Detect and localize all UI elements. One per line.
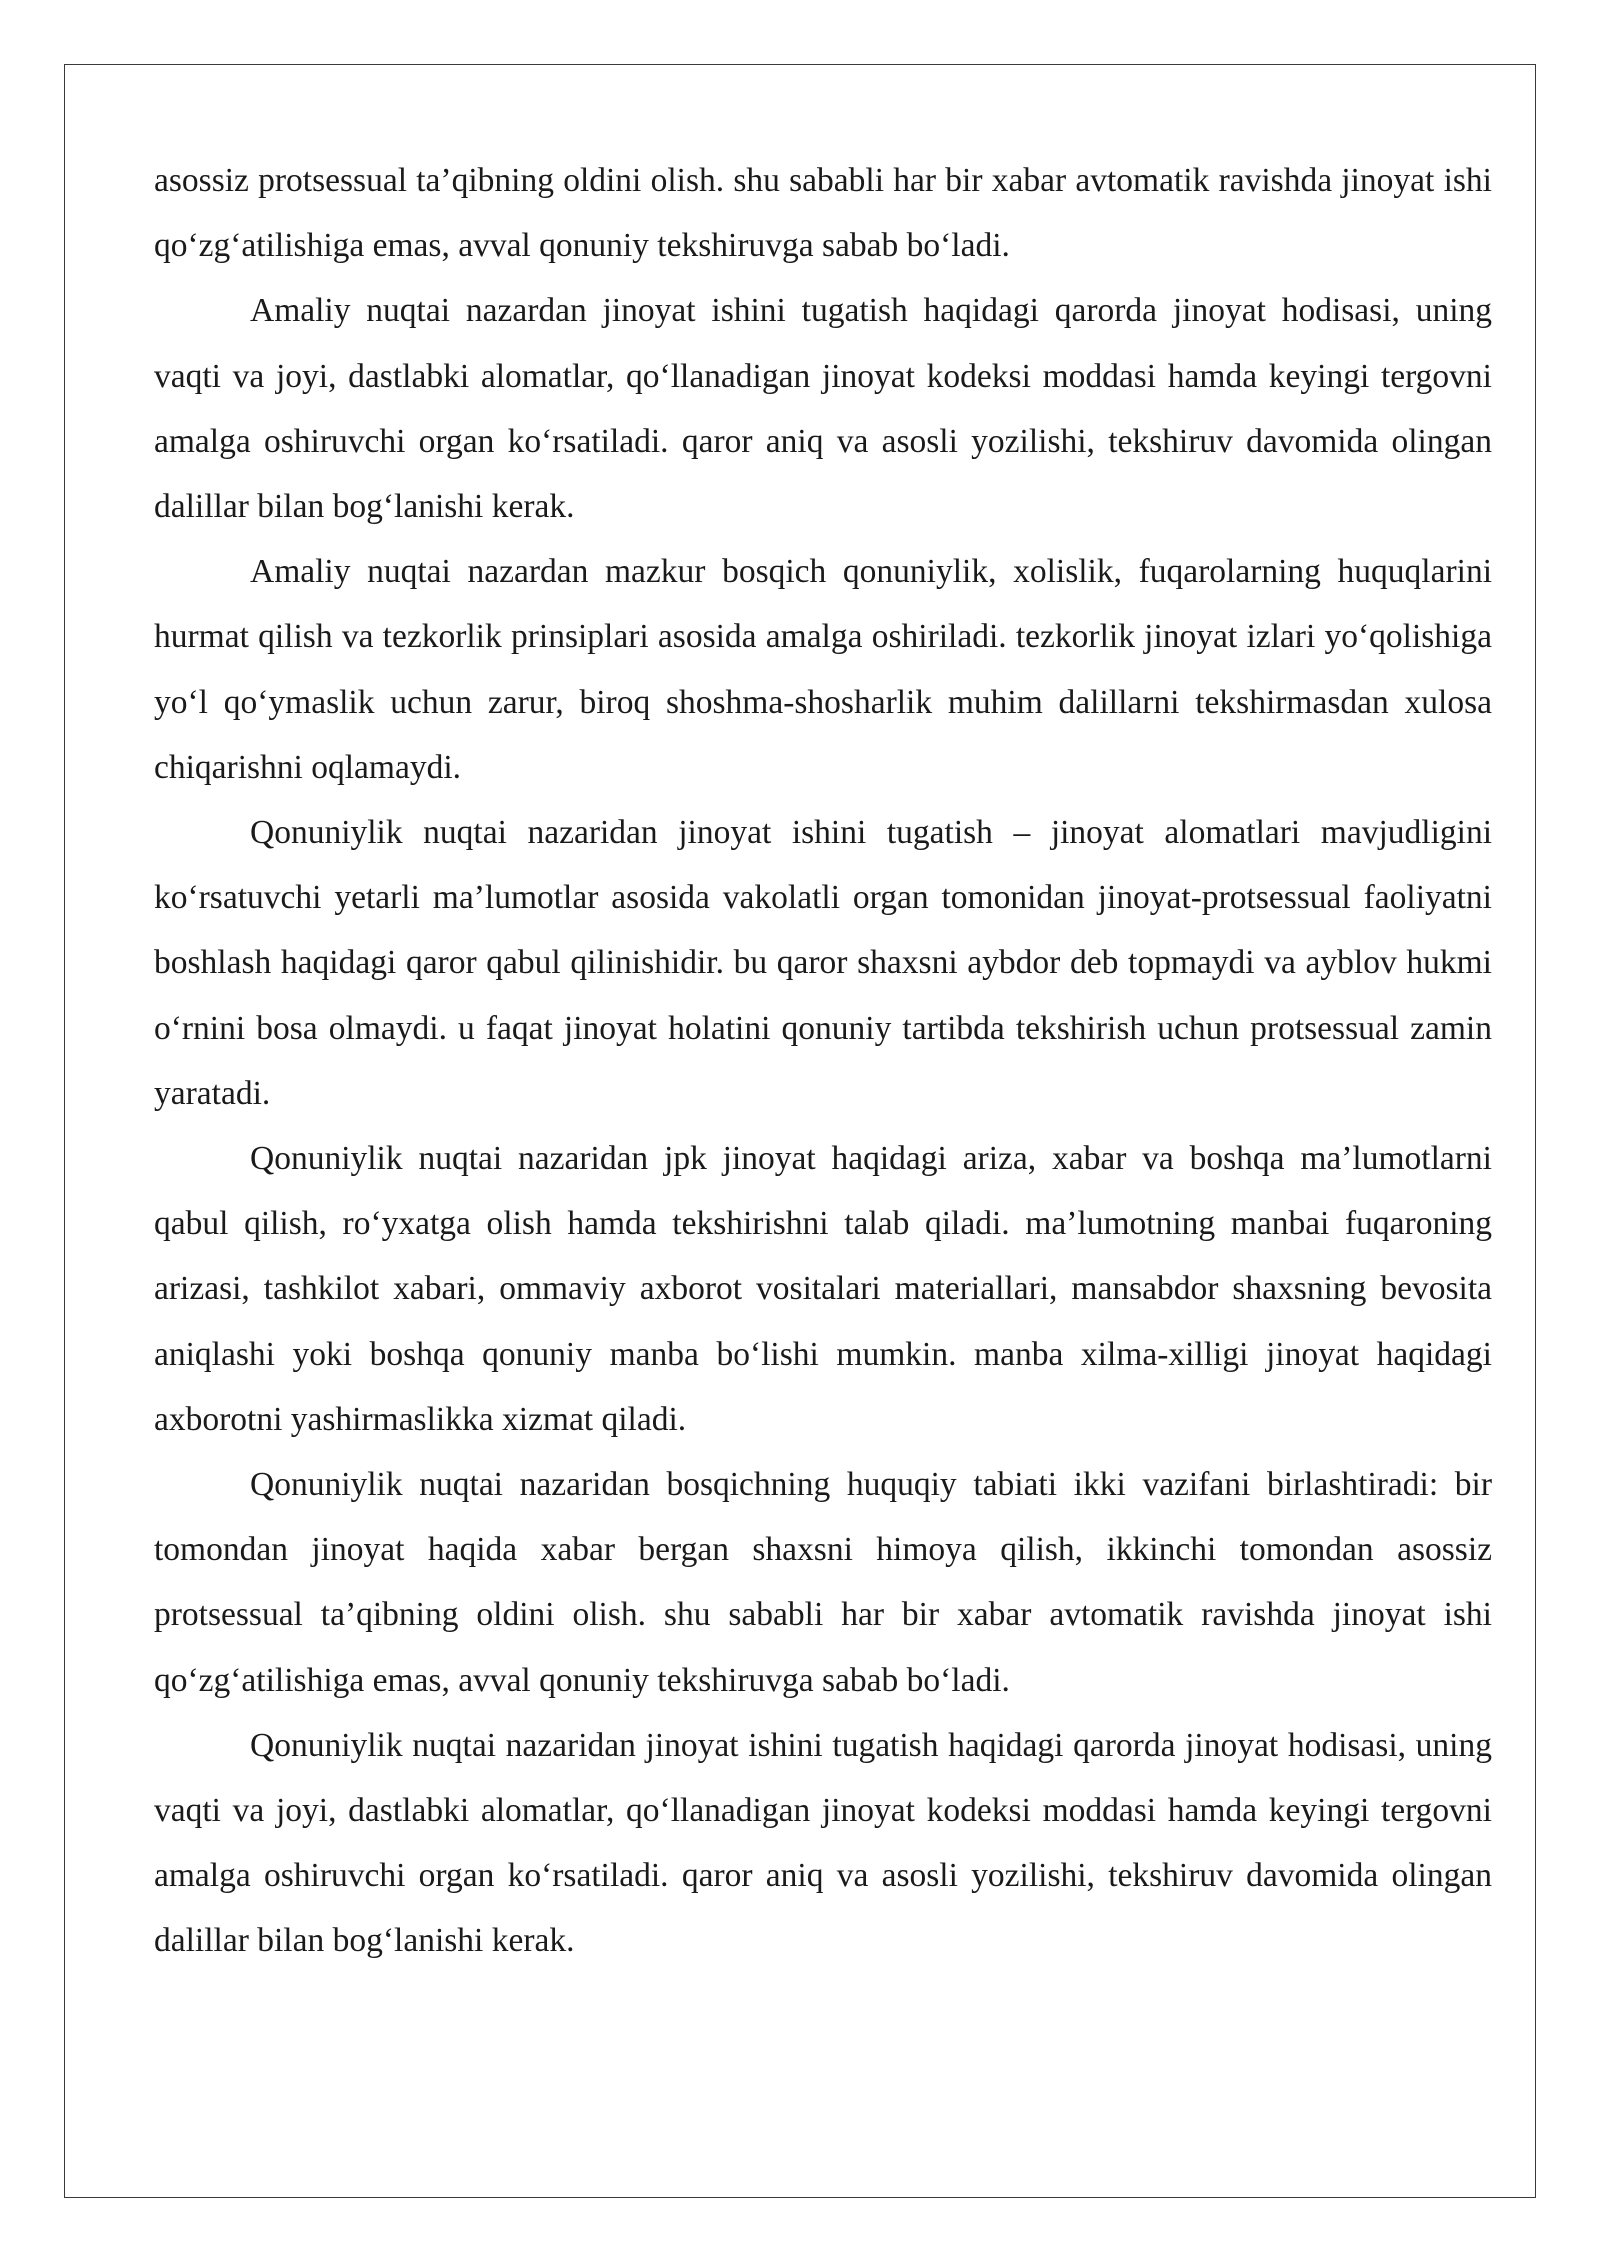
paragraph: Qonuniylik nuqtai nazaridan bosqichning huquqiy tabiati ikki vazifani birlashtiradi: bir tomondan jinoyat haqida xabar bergan shaxsni himoya qilish, ikkinchi tomondan asossiz protsessual ta’qibning oldini olish. shu sababli har bir xabar avtomatik ravishda jinoyat ishi qo‘zg‘atilishiga emas, avval qonuniy tekshiruvga sabab bo‘ladi. <box>154 1466 1492 1699</box>
paragraph-continuation: asossiz protsessual ta’qibning oldini olish. shu sababli har bir xabar avtomatik ravishda jinoyat ishi qo‘zg‘atilishiga emas, avval qonuniy tekshiruvga sabab bo‘ladi. <box>154 162 1492 265</box>
paragraph: Qonuniylik nuqtai nazaridan jpk jinoyat haqidagi ariza, xabar va boshqa ma’lumotlarni qabul qilish, ro‘yxatga olish hamda tekshirishni talab qiladi. ma’lumotning manbai fuqaroning arizasi, tashkilot xabari, ommaviy axborot vositalari materiallari, mansabdor shaxsning bevosita aniqlashi yoki boshqa qonuniy manba bo‘lishi mumkin. manba xilma-xilligi jinoyat haqidagi axborotni yashirmaslikka xizmat qiladi. <box>154 1140 1492 1438</box>
document-body <box>154 148 1492 1974</box>
paragraph: Amaliy nuqtai nazardan jinoyat ishini tugatish haqidagi qarorda jinoyat hodisasi, uning vaqti va joyi, dastlabki alomatlar, qo‘llanadigan jinoyat kodeksi moddasi hamda keyingi tergovni amalga oshiruvchi organ ko‘rsatiladi. qaror aniq va asosli yozilishi, tekshiruv davomida olingan dalillar bilan bog‘lanishi kerak. <box>154 292 1492 526</box>
paragraph: Amaliy nuqtai nazardan mazkur bosqich qonuniylik, xolislik, fuqarolarning huquqlarini hurmat qilish va tezkorlik prinsiplari asosida amalga oshiriladi. tezkorlik jinoyat izlari yo‘qolishiga yo‘l qo‘ymaslik uchun zarur, biroq shoshma-shosharlik muhim dalillarni tekshirmasdan xulosa chiqarishni oqlamaydi. <box>154 553 1492 786</box>
paragraph: Qonuniylik nuqtai nazaridan jinoyat ishini tugatish haqidagi qarorda jinoyat hodisasi, uning vaqti va joyi, dastlabki alomatlar, qo‘llanadigan jinoyat kodeksi moddasi hamda keyingi tergovni amalga oshiruvchi organ ko‘rsatiladi. qaror aniq va asosli yozilishi, tekshiruv davomida olingan dalillar bilan bog‘lanishi kerak. <box>154 1726 1492 1960</box>
paragraph: Qonuniylik nuqtai nazaridan jinoyat ishini tugatish – jinoyat alomatlari mavjudligini ko‘rsatuvchi yetarli ma’lumotlar asosida vakolatli organ tomonidan jinoyat-protsessual faoliyatni boshlash haqidagi qaror qabul qilinishidir. bu qaror shaxsni aybdor deb topmaydi va ayblov hukmi o‘rnini bosa olmaydi. u faqat jinoyat holatini qonuniy tartibda tekshirish uchun protsessual zamin yaratadi. <box>154 814 1492 1112</box>
